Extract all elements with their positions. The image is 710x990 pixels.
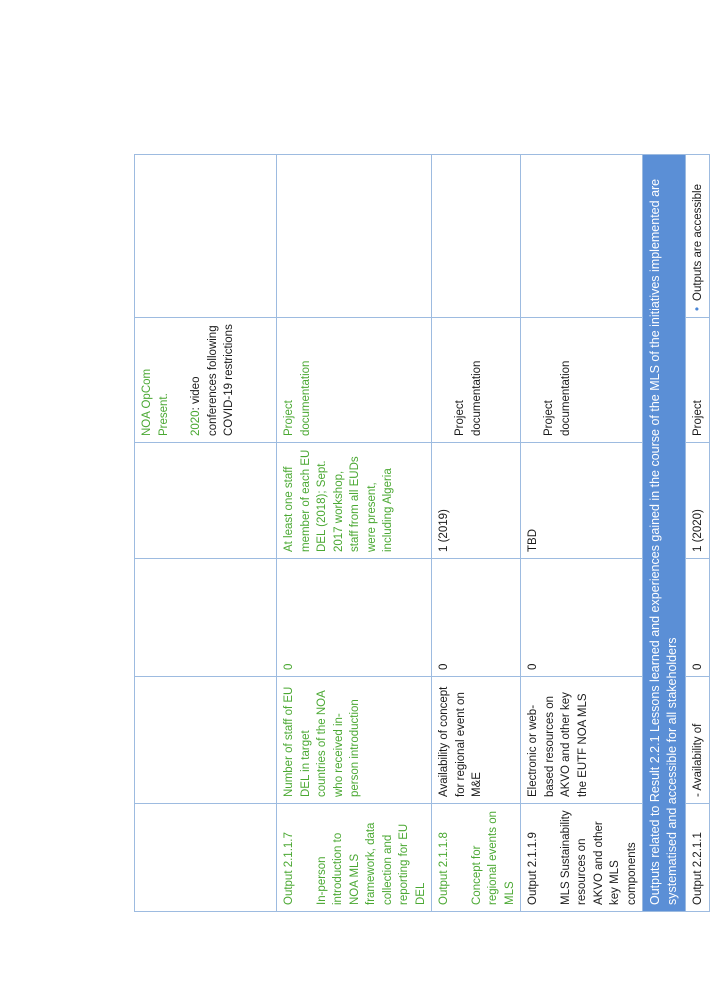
cell-baseline: 0 [432, 559, 521, 677]
cell-target [135, 443, 277, 559]
rotated-logframe-table [134, 155, 704, 912]
video-conferences-text: : video conferences following COVID-19 restrictions [190, 324, 235, 436]
logframe-table [134, 154, 710, 912]
cell-target: At least one staff member of each EU DEL (2018); Sept. 2017 workshop, staff from all EUDs were present, including Algeria [277, 443, 432, 559]
cell-baseline: 0 [521, 559, 643, 677]
cell-output [432, 804, 521, 912]
opcom-present-text: NOA OpCom Present. [141, 368, 170, 436]
cell-indicator: Electronic or web-based resources on AKVO and other key the EUTF NOA MLS [521, 677, 643, 804]
cell-source: Project [686, 318, 710, 443]
output-title: Output 2.1.1.8 [438, 832, 450, 905]
cell-indicator: Number of staff of EU DEL in target countries of the NOA who received in-person introduction [277, 677, 432, 804]
output-title: Output 2.1.1.7 [283, 832, 295, 905]
cell-source: Project documentation [432, 318, 521, 443]
output-title: Output 2.1.1.9 [527, 832, 539, 905]
cell-source: Project documentation [277, 318, 432, 443]
cell-output [521, 804, 643, 912]
cell-baseline [135, 559, 277, 677]
cell-target: TBD [521, 443, 643, 559]
cell-target: 1 (2019) [432, 443, 521, 559]
cell-source [135, 318, 277, 443]
cell-indicator [135, 677, 277, 804]
table-row [135, 155, 277, 912]
cell-output [135, 804, 277, 912]
cell-indicator: - Availability of [686, 677, 710, 804]
cell-baseline: 0 [277, 559, 432, 677]
output-description: In-person introduction to NOA MLS framework, data collection and reporting for EU DEL [315, 822, 427, 905]
cell-assumptions [277, 155, 432, 318]
cell-indicator: Availability of concept for regional event on M&E [432, 677, 521, 804]
cell-output: Output 2.2.1.1 [686, 804, 710, 912]
cell-source: Project documentation [521, 318, 643, 443]
output-description: Concept for regional events on MLS [470, 811, 516, 905]
result-header-row [643, 155, 686, 912]
result-header-text: Outputs related to Result 2.2.1 Lessons learned and experiences gained in the course of the MLS of the initiatives implemented are systematised and accessible for all stakeholders [643, 155, 686, 912]
table-row [521, 155, 643, 912]
cell-assumptions: •Outputs are accessible [686, 155, 710, 318]
cell-assumptions [135, 155, 277, 318]
output-description: MLS Sustainability resources on AKVO and other key MLS components [559, 810, 638, 905]
table-row [686, 155, 710, 912]
year-2020-text: 2020 [190, 410, 202, 436]
table-row [432, 155, 521, 912]
bullet-icon: • [692, 306, 704, 311]
cell-target: 1 (2020) [686, 443, 710, 559]
cell-output [277, 804, 432, 912]
cell-assumptions [521, 155, 643, 318]
table-row [277, 155, 432, 912]
cell-assumptions [432, 155, 521, 318]
cell-baseline: 0 [686, 559, 710, 677]
